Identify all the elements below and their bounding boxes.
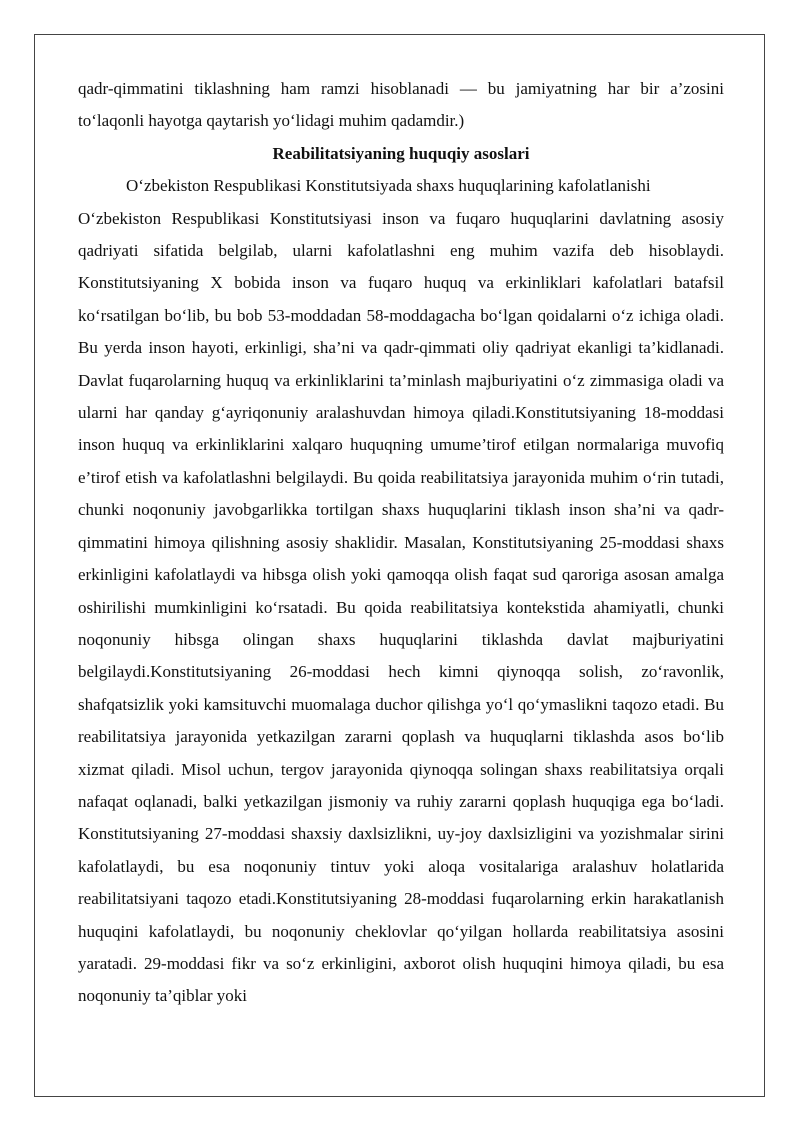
- subsection-title: O‘zbekiston Respublikasi Konstitutsiyada shaxs huquqlarining kafolatlanishi: [126, 176, 651, 196]
- section-title: Reabilitatsiyaning huquqiy asoslari: [272, 143, 530, 163]
- document-body: [78, 73, 724, 1013]
- intro-continuation-paragraph: qadr-qimmatini tiklashning ham ramzi hisoblanadi — bu jamiyatning har bir a’zosini to‘laqonli hayotga qaytarish yo‘lidagi muhim qadamdir.): [78, 79, 724, 131]
- body-paragraph: O‘zbekiston Respublikasi Konstitutsiyasi inson va fuqaro huquqlarini davlatning asosiy qadriyati sifatida belgilab, ularni kafolatlashni eng muhim vazifa deb hisoblaydi. Konstitutsiyaning X bobida inson va fuqaro huquq va erkinliklari kafolatlari batafsil ko‘rsatilgan bo‘lib, bu bob 53-moddadan 58-moddagacha bo‘lgan qoidalarni o‘z ichiga oladi. Bu yerda inson hayoti, erkinligi, sha’ni va qadr-qimmati oliy qadriyat ekanligi ta’kidlanadi. Davlat fuqarolarning huquq va erkinliklarini ta’minlash majburiyatini o‘z zimmasiga oladi va ularni har qanday g‘ayriqonuniy aralashuvdan himoya qiladi.Konstitutsiyaning 18-moddasi inson huquq va erkinliklarini xalqaro huquqning umume’tirof etilgan normalariga muvofiq e’tirof etish va kafolatlashni belgilaydi. Bu qoida reabilitatsiya jarayonida muhim o‘rin tutadi, chunki noqonuniy javobgarlikka tortilgan shaxs huquqlarini tiklash inson sha’ni va qadr-qimmatini himoya qilishning asosiy shaklidir. Masalan, Konstitutsiyaning 25-moddasi shaxs erkinligini kafolatlaydi va hibsga olish yoki qamoqqa olish faqat sud qaroriga asosan amalga oshirilishi mumkinligini ko‘rsatadi. Bu qoida reabilitatsiya kontekstida ahamiyatli, chunki noqonuniy hibsga olingan shaxs huquqlarini tiklashda davlat majburiyatini belgilaydi.Konstitutsiyaning 26-moddasi hech kimni qiynoqqa solish, zo‘ravonlik, shafqatsizlik yoki kamsituvchi muomalaga duchor qilishga yo‘l qo‘ymaslikni taqozo etadi. Bu reabilitatsiya jarayonida yetkazilgan zararni qoplash va huquqlarni tiklashda asos bo‘lib xizmat qiladi. Misol uchun, tergov jarayonida qiynoqqa solingan shaxs reabilitatsiya orqali nafaqat oqlanadi, balki yetkazilgan jismoniy va ruhiy zararni qoplash huquqiga ega bo‘ladi. Konstitutsiyaning 27-moddasi shaxsiy daxlsizlikni, uy-joy daxlsizligini va yozishmalar sirini kafolatlaydi, bu esa noqonuniy tintuv yoki aloqa vositalariga aralashuv holatlarida reabilitatsiyani taqozo etadi.Konstitutsiyaning 28-moddasi fuqarolarning erkin harakatlanish huquqini kafolatlaydi, bu noqonuniy cheklovlar qo‘yilgan hollarda reabilitatsiya asosini yaratadi. 29-moddasi fikr va so‘z erkinligini, axborot olish huquqini himoya qiladi, bu esa noqonuniy ta’qiblar yoki: [78, 208, 724, 1006]
